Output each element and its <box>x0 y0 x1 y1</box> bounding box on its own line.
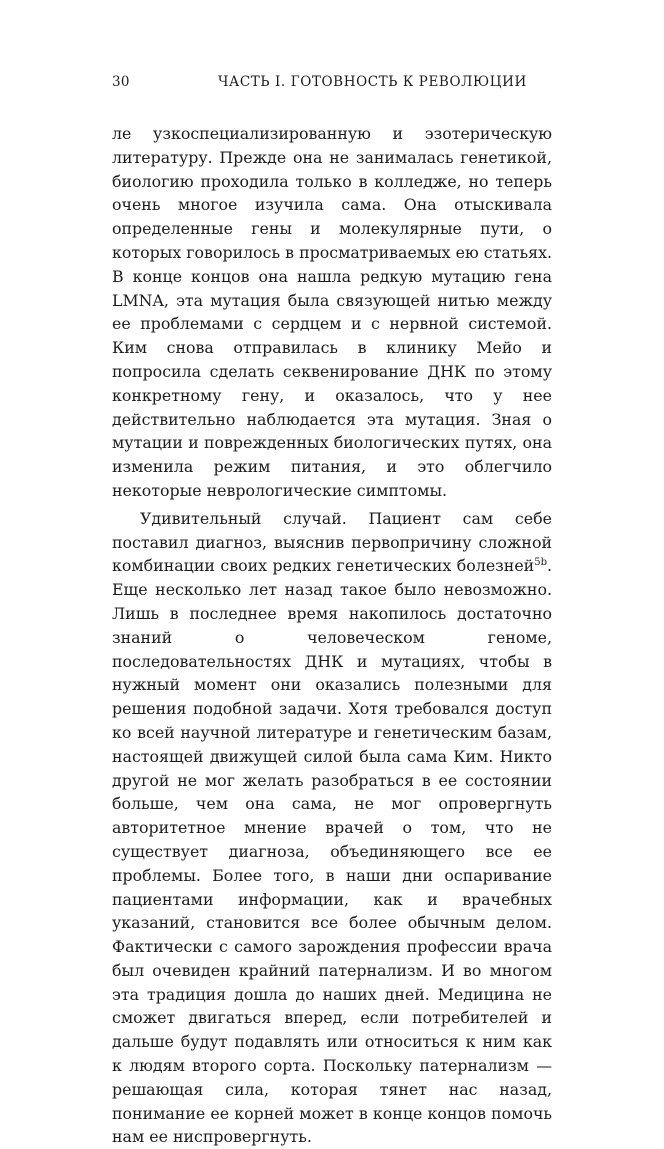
chapter-title: ЧАСТЬ I. ГОТОВНОСТЬ К РЕВОЛЮЦИИ <box>218 74 527 90</box>
paragraph-text-before-footnote: Удивительный случай. Пациент сам себе поставил диагноз, выяснив первопричину сложной комбинации своих редких генетических болезней <box>112 508 552 576</box>
running-header <box>112 74 552 94</box>
main-text <box>112 122 552 1149</box>
paragraph <box>112 507 552 1149</box>
paragraph-continued: ле узкоспециализированную и эзотерическую литературу. Прежде она не занималась генетикой, биологию проходила только в колледже, но теперь очень многое изучила сама. Она отыскивала определенные гены и молекулярные пути, о которых говорилось в просматриваемых ею статьях. В конце концов она нашла редкую мутацию гена LMNA, эта мутация была связующей нитью между ее проблемами с сердцем и с нервной системой. Ким снова отправилась в клинику Мейо и попросила сделать секвенирование ДНК по этому конкретному гену, и оказалось, что у нее действительно наблюдается эта мутация. Зная о мутации и поврежденных биологических путях, она изменила режим питания, и это облегчило некоторые неврологические симптомы. <box>112 124 552 500</box>
page-number: 30 <box>112 74 130 90</box>
paragraph-text-after-footnote: . Еще несколько лет назад такое было невозможно. Лишь в последнее время накопилось достаточно знаний о человеческом геноме, последовательностях ДНК и мутациях, чтобы в нужный момент они оказались полезными для решения подобной задачи. Хотя требовался доступ ко всей научной литературе и генетическим базам, настоящей движущей силой была сама Ким. Никто другой не мог желать разобраться в ее состоянии больше, чем она сама, не мог опровергнуть авторитетное мнение врачей о том, что не существует диагноза, объединяющего все ее проблемы. Более того, в наши дни оспаривание пациентами информации, как и врачебных указаний, становится все более обычным делом. Фактически с самого зарождения профессии врача был очевиден крайний патернализм. И во многом эта традиция дошла до наших дней. Медицина не сможет двигаться вперед, если потребителей и дальше будут подавлять или относиться к ним как к людям второго сорта. Поскольку патернализм — решающая сила, которая тянет нас назад, понимание ее корней может в конце концов помочь нам ее ниспровергнуть. <box>112 556 552 1147</box>
footnote-reference[interactable]: 5b <box>534 557 547 569</box>
